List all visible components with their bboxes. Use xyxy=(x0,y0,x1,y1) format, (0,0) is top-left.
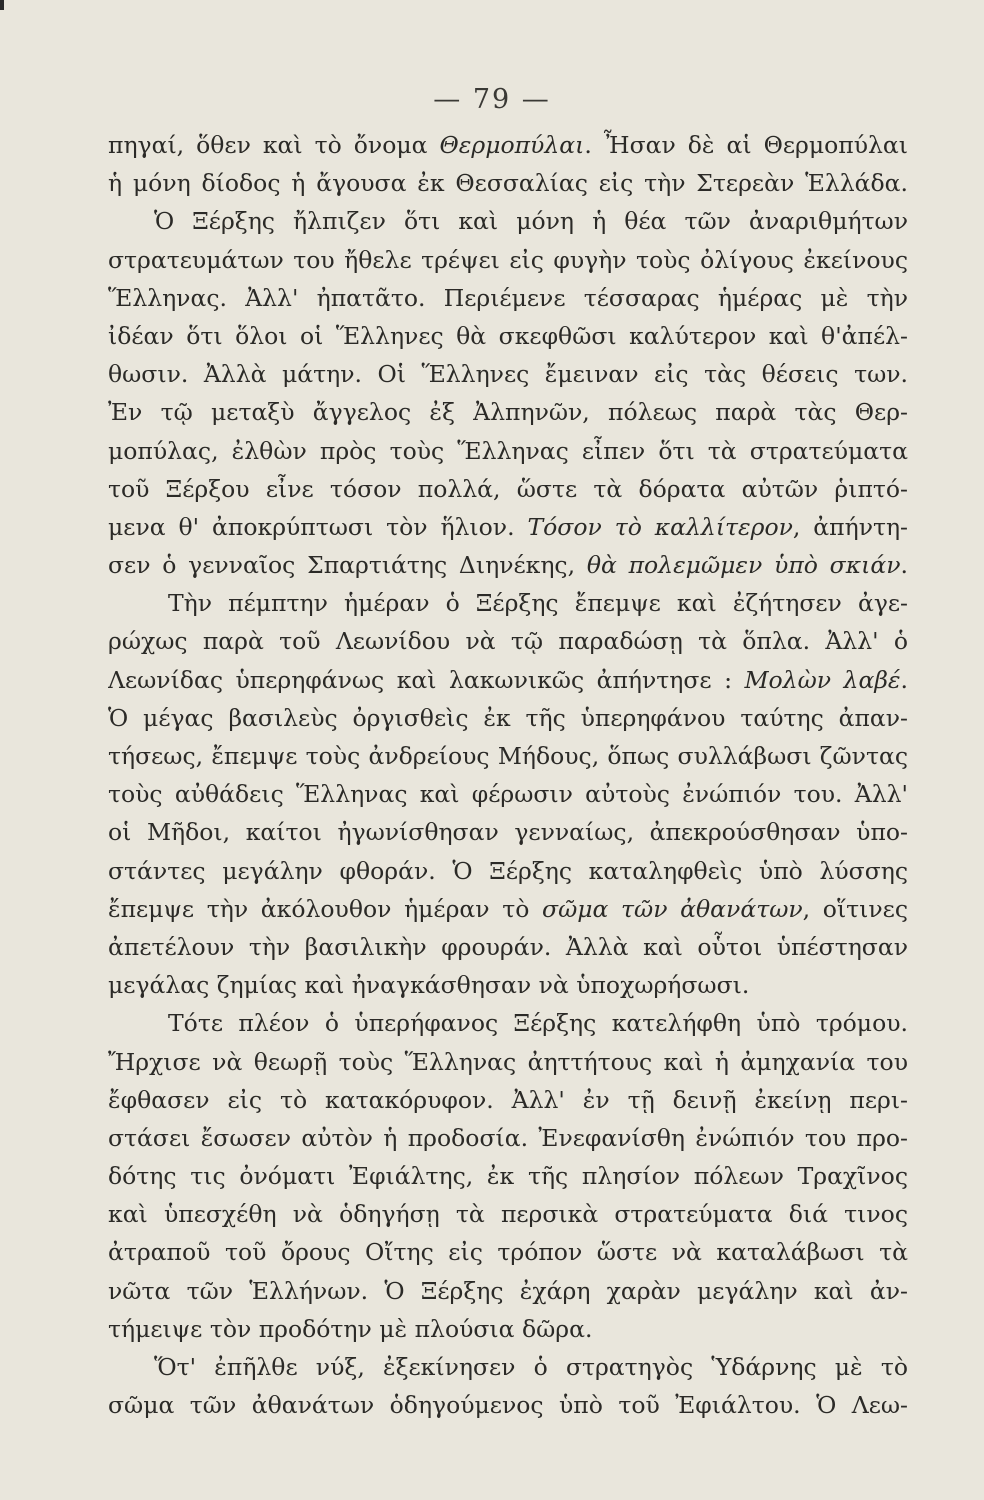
text-segment: νῶτα τῶν Ἑλλήνων. Ὁ Ξέρξης ἐχάρη χαρὰν μεγάλην καὶ ἀν- xyxy=(108,1276,908,1305)
text-line xyxy=(108,1272,908,1310)
text-line xyxy=(108,279,908,317)
text-segment: σεν ὁ γενναῖος Σπαρτιάτης Διηνέκης, xyxy=(108,551,587,580)
text-line xyxy=(108,737,908,775)
text-segment: οἱ Μῆδοι, καίτοι ἠγωνίσθησαν γενναίως, ἀπεκρούσθησαν ὑπο- xyxy=(108,818,908,847)
text-segment: στρατευμάτων του ἤθελε τρέψει εἰς φυγὴν τοὺς ὀλίγους ἐκείνους xyxy=(108,245,908,274)
text-segment: Τὴν πέμπτην ἡμέραν ὁ Ξέρξης ἔπεμψε καὶ ἐζήτησεν ἀγε- xyxy=(168,589,908,618)
text-segment: στάσει ἔσωσεν αὐτὸν ἡ προδοσία. Ἐνεφανίσθη ἐνώπιόν του προ- xyxy=(108,1123,908,1152)
text-segment: καὶ ὑπεσχέθη νὰ ὁδηγήσῃ τὰ περσικὰ στρατεύματα διά τινος xyxy=(108,1200,908,1229)
text-line xyxy=(108,508,908,546)
text-line xyxy=(108,241,908,279)
text-segment: ἀτραποῦ τοῦ ὄρους Οἴτης εἰς τρόπον ὥστε νὰ καταλάβωσι τὰ xyxy=(108,1238,908,1267)
page-number: — 79 — xyxy=(433,84,551,115)
text-segment: τήμειψε τὸν προδότην μὲ πλούσια δῶρα. xyxy=(108,1314,593,1343)
text-line xyxy=(108,1348,908,1386)
text-segment: Ἤρχισε νὰ θεωρῇ τοὺς Ἕλληνας ἀηττήτους καὶ ἡ ἀμηχανία του xyxy=(108,1047,908,1076)
text-segment: ἡ μόνη δίοδος ἡ ἄγουσα ἐκ Θεσσαλίας εἰς τὴν Στερεὰν Ἑλλάδα. xyxy=(108,169,908,198)
text-segment: ἰδέαν ὅτι ὅλοι οἱ Ἕλληνες θὰ σκεφθῶσι καλύτερον καὶ θ'ἀπέλ- xyxy=(108,321,908,350)
text-segment: τοὺς αὐθάδεις Ἕλληνας καὶ φέρωσιν αὐτοὺς ἐνώπιόν του. Ἀλλ' xyxy=(108,780,908,809)
text-line xyxy=(108,1195,908,1233)
text-line xyxy=(108,699,908,737)
text-line xyxy=(108,661,908,699)
text-segment: ἔπεμψε τὴν ἀκόλουθον ἡμέραν τὸ xyxy=(108,894,543,923)
text-line xyxy=(108,622,908,660)
text-line xyxy=(108,126,908,164)
text-line xyxy=(108,1119,908,1157)
scan-edge-mark xyxy=(0,0,4,10)
text-line xyxy=(108,317,908,355)
text-segment: ρώχως παρὰ τοῦ Λεωνίδου νὰ τῷ παραδώσῃ τὰ ὅπλα. Ἀλλ' ὁ xyxy=(108,627,908,656)
text-line xyxy=(108,584,908,622)
text-segment: . xyxy=(900,551,908,580)
text-segment: , οἵτινες xyxy=(802,894,908,923)
text-line xyxy=(108,355,908,393)
italic-phrase: Τόσον τὸ καλλίτερον xyxy=(527,512,793,541)
text-line xyxy=(108,1157,908,1195)
text-segment: , ἀπήντη- xyxy=(792,512,908,541)
text-line xyxy=(108,928,908,966)
text-line xyxy=(108,393,908,431)
text-segment: . Ἦσαν δὲ αἱ Θερμοπύλαι xyxy=(584,131,908,159)
italic-phrase: σῶμα τῶν ἀθανάτων xyxy=(542,894,803,923)
text-segment: σῶμα τῶν ἀθανάτων ὁδηγούμενος ὑπὸ τοῦ Ἐφιάλτου. Ὁ Λεω- xyxy=(108,1391,908,1420)
text-line xyxy=(108,890,908,928)
text-line xyxy=(108,1004,908,1042)
text-line xyxy=(108,1310,908,1348)
text-line xyxy=(108,813,908,851)
text-line xyxy=(108,1386,908,1424)
text-segment: μενα θ' ἀποκρύπτωσι τὸν ἥλιον. xyxy=(108,512,528,541)
text-segment: Ὁ μέγας βασιλεὺς ὀργισθεὶς ἐκ τῆς ὑπερηφάνου ταύτης ἀπαν- xyxy=(108,703,908,732)
text-segment: πηγαί, ὅθεν καὶ τὸ ὄνομα xyxy=(108,131,440,159)
text-line xyxy=(108,164,908,202)
text-line xyxy=(108,202,908,240)
text-segment: Ἐν τῷ μεταξὺ ἄγγελος ἐξ Ἀλπηνῶν, πόλεως παρὰ τὰς Θερ- xyxy=(108,398,908,427)
text-segment: ἀπετέλουν τὴν βασιλικὴν φρουράν. Ἀλλὰ καὶ οὗτοι ὑπέστησαν xyxy=(108,932,908,961)
text-line xyxy=(108,775,908,813)
text-segment: στάντες μεγάλην φθοράν. Ὁ Ξέρξης καταληφθεὶς ὑπὸ λύσσης xyxy=(108,856,908,885)
text-segment: Λεωνίδας ὑπερηφάνως καὶ λακωνικῶς ἀπήντησε : xyxy=(108,665,745,694)
text-segment: μεγάλας ζημίας καὶ ἠναγκάσθησαν νὰ ὑποχωρήσωσι. xyxy=(108,971,750,1000)
text-line xyxy=(108,546,908,584)
text-segment: Ὅτ' ἐπῆλθε νύξ, ἐξεκίνησεν ὁ στρατηγὸς Ὑδάρνης μὲ τὸ xyxy=(154,1353,908,1381)
text-line xyxy=(108,1043,908,1081)
text-segment: Τότε πλέον ὁ ὑπερήφανος Ξέρξης κατελήφθη ὑπὸ τρόμου. xyxy=(168,1009,908,1038)
text-line xyxy=(108,852,908,890)
italic-phrase: Μολὼν λαβέ xyxy=(744,665,901,694)
text-segment: μοπύλας, ἐλθὼν πρὸς τοὺς Ἕλληνας εἶπεν ὅτι τὰ στρατεύματα xyxy=(108,436,908,465)
text-segment: δότης τις ὀνόματι Ἐφιάλτης, ἐκ τῆς πλησίον πόλεων Τραχῖνος xyxy=(108,1162,908,1191)
text-line xyxy=(108,966,908,1004)
text-line xyxy=(108,470,908,508)
italic-phrase: θὰ πολεμῶμεν ὑπὸ σκιάν xyxy=(586,551,901,580)
text-segment: Ἕλληνας. Ἀλλ' ἠπατᾶτο. Περιέμενε τέσσαρας ἡμέρας μὲ τὴν xyxy=(108,283,908,312)
text-line xyxy=(108,1233,908,1271)
text-line xyxy=(108,432,908,470)
text-segment: Ὁ Ξέρξης ἤλπιζεν ὅτι καὶ μόνη ἡ θέα τῶν ἀναριθμήτων xyxy=(154,207,908,236)
body-text xyxy=(108,126,908,1424)
text-segment: . xyxy=(900,665,908,694)
text-segment: τοῦ Ξέρξου εἶνε τόσον πολλά, ὥστε τὰ δόρατα αὐτῶν ῥιπτό- xyxy=(108,474,908,503)
text-line xyxy=(108,1081,908,1119)
text-segment: ἔφθασεν εἰς τὸ κατακόρυφον. Ἀλλ' ἐν τῇ δεινῇ ἐκείνῃ περι- xyxy=(108,1085,908,1114)
text-segment: θωσιν. Ἀλλὰ μάτην. Οἱ Ἕλληνες ἔμειναν εἰς τὰς θέσεις των. xyxy=(108,360,908,389)
italic-phrase: Θερμοπύλαι xyxy=(439,131,585,159)
text-segment: τήσεως, ἔπεμψε τοὺς ἀνδρείους Μήδους, ὅπως συλλάβωσι ζῶντας xyxy=(108,742,908,770)
